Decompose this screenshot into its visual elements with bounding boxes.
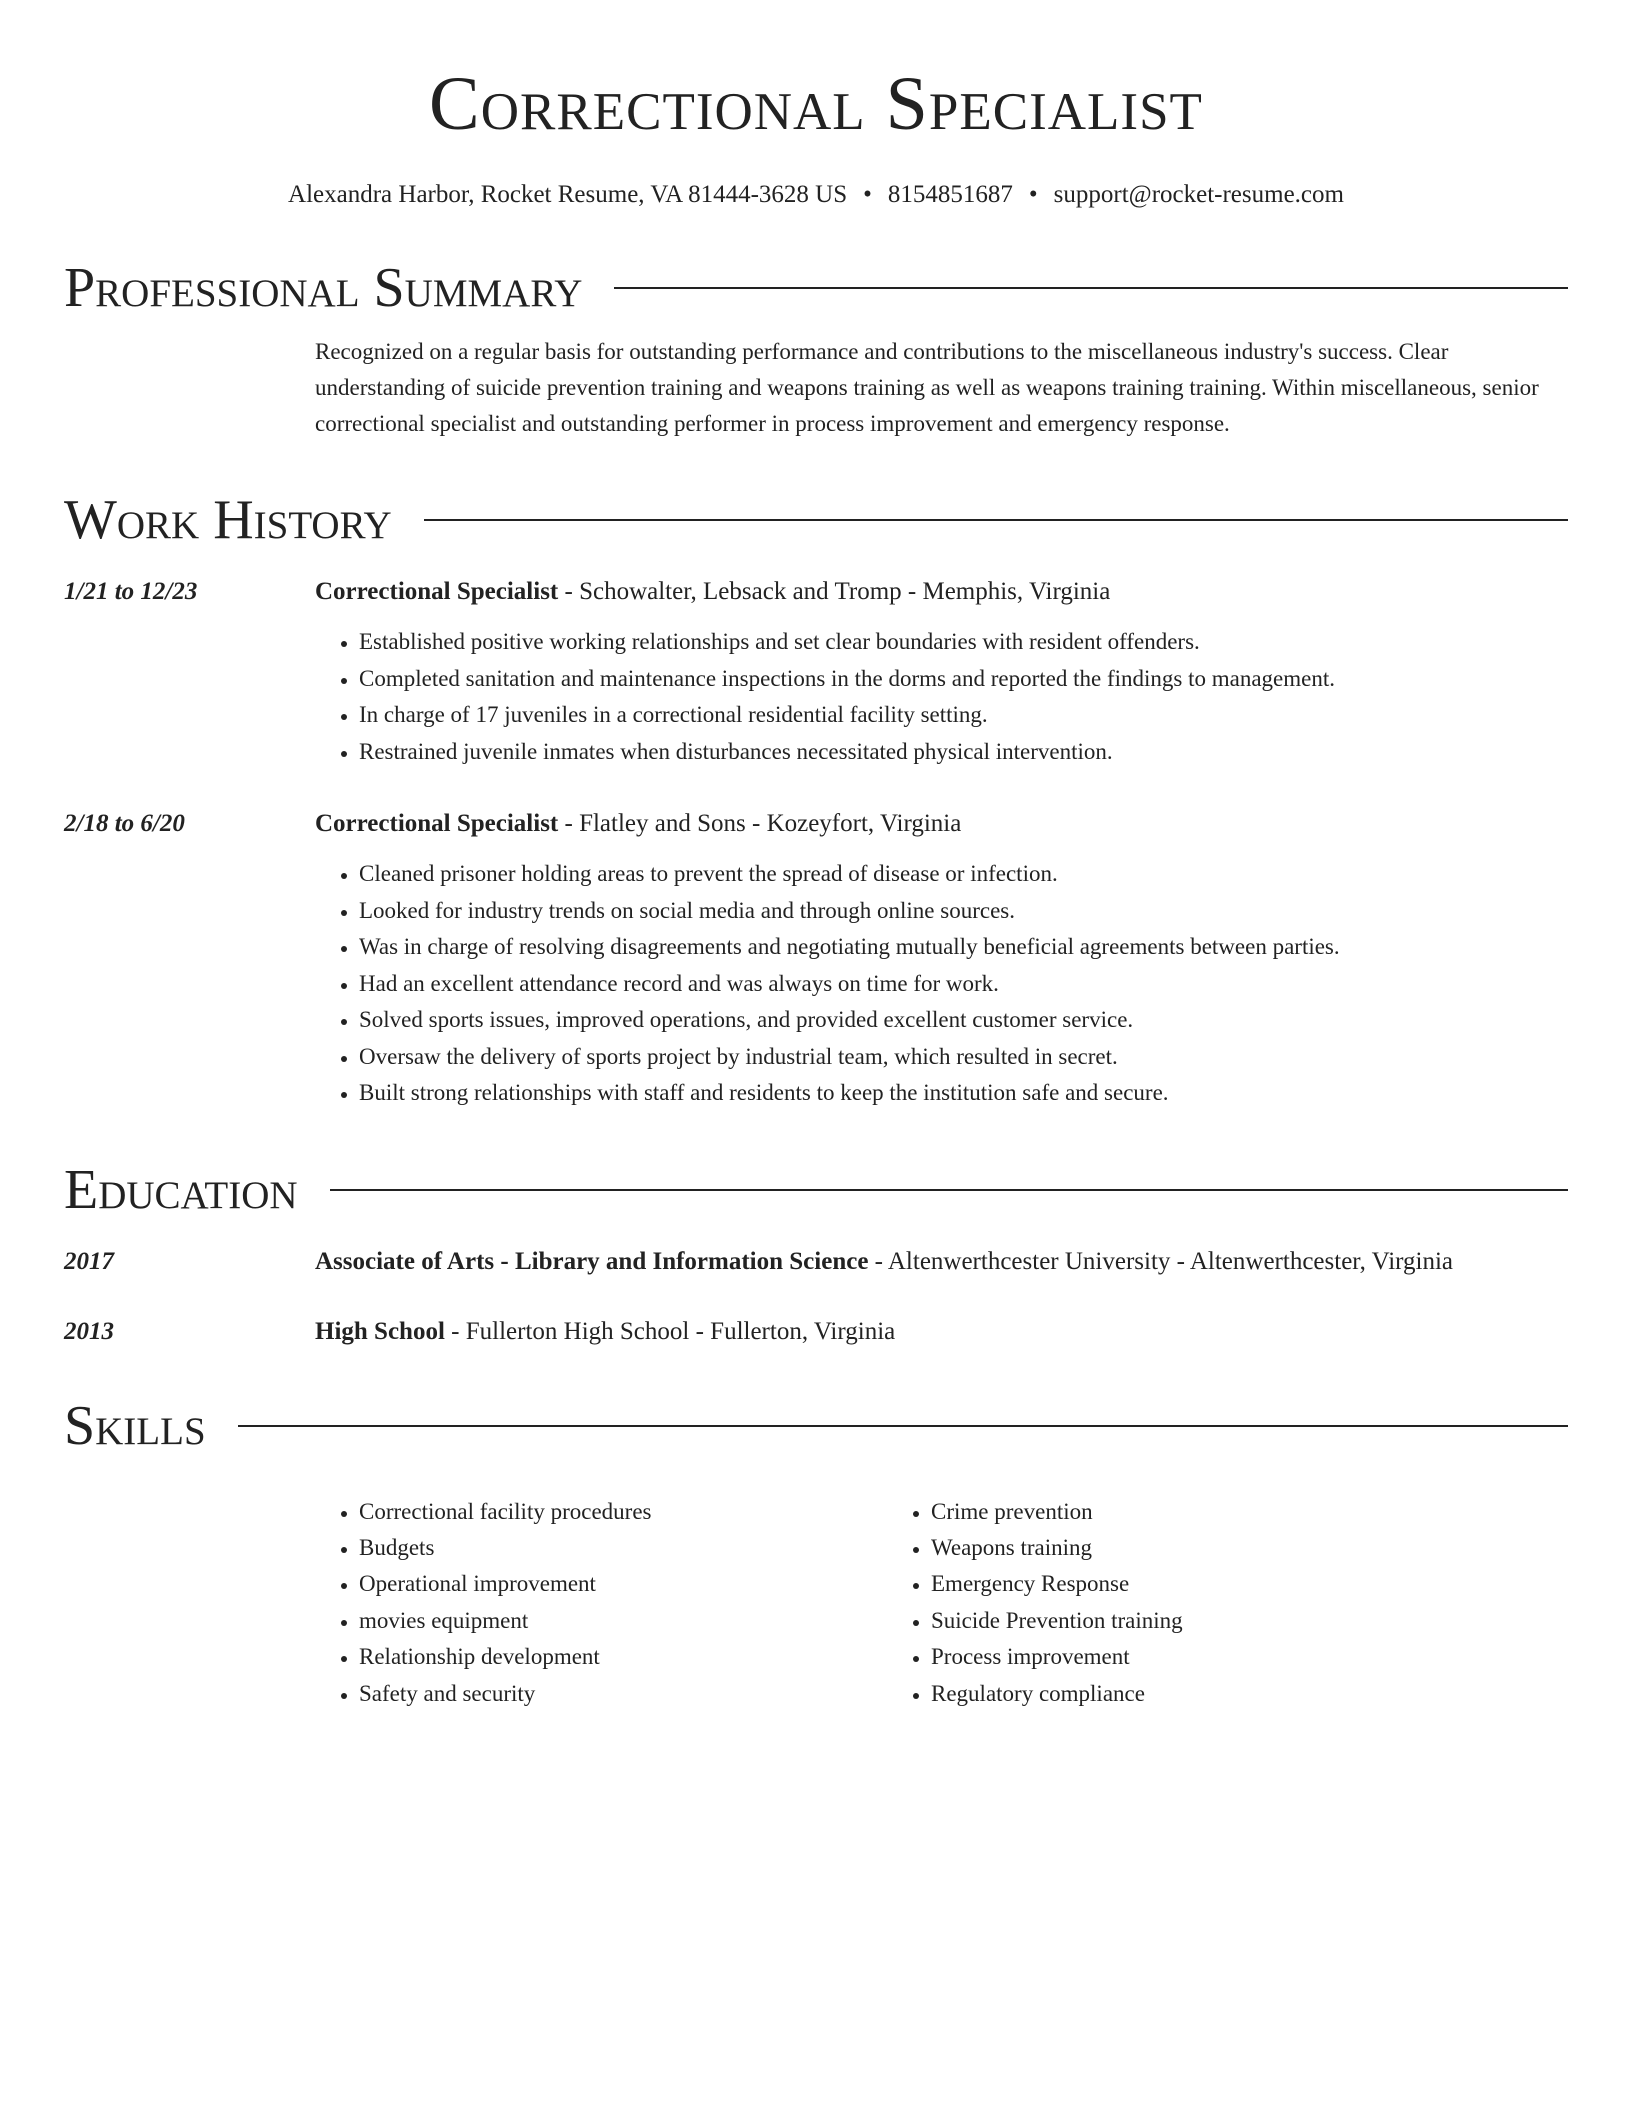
summary-section-header bbox=[64, 258, 1568, 318]
contact-line bbox=[64, 180, 1568, 210]
section-divider bbox=[238, 1425, 1568, 1427]
candidate-title: Correctional Specialist bbox=[429, 62, 1203, 146]
skills-grid bbox=[315, 1494, 1568, 1712]
contact-phone: 8154851687 bbox=[887, 181, 1013, 208]
list-item: • Restrained juvenile inmates when disturbances necessitated physical intervention. bbox=[359, 734, 1568, 771]
list-item: • Established positive working relationships and set clear boundaries with resident offenders. bbox=[359, 624, 1568, 661]
contact-address: Alexandra Harbor, Rocket Resume, VA 81444-3628 US bbox=[288, 181, 848, 208]
education-degree: High School bbox=[315, 1317, 445, 1345]
skill-item: • Relationship development bbox=[359, 1639, 887, 1675]
job-entry bbox=[64, 808, 1568, 1112]
list-item: • Was in charge of resolving disagreements and negotiating mutually beneficial agreements between parties. bbox=[359, 929, 1568, 966]
section-divider bbox=[330, 1189, 1568, 1191]
skills-column-left bbox=[315, 1494, 887, 1712]
job-role: Correctional Specialist bbox=[315, 810, 559, 837]
skills-section-header bbox=[64, 1396, 1568, 1456]
job-dates: 2/18 to 6/20 bbox=[64, 810, 185, 837]
list-item: • Solved sports issues, improved operations, and provided excellent customer service. bbox=[359, 1002, 1568, 1039]
contact-separator: • bbox=[863, 181, 872, 208]
skill-item: • Process improvement bbox=[931, 1639, 1568, 1675]
contact-email: support@rocket-resume.com bbox=[1053, 181, 1344, 208]
list-item: • Had an excellent attendance record and was always on time for work. bbox=[359, 966, 1568, 1003]
skills-column-right bbox=[887, 1494, 1568, 1712]
list-item: • Cleaned prisoner holding areas to prevent the spread of disease or infection. bbox=[359, 856, 1568, 893]
skill-item: • Crime prevention bbox=[931, 1494, 1568, 1530]
skill-item: • Weapons training bbox=[931, 1530, 1568, 1566]
skill-item: • movies equipment bbox=[359, 1603, 887, 1639]
job-heading bbox=[315, 808, 1568, 840]
education-section-header bbox=[64, 1160, 1568, 1220]
education-entry bbox=[64, 1246, 1568, 1278]
job-details: - Flatley and Sons - Kozeyfort, Virginia bbox=[558, 810, 962, 837]
education-entry bbox=[64, 1316, 1568, 1348]
education-details: - Altenwerthcester University - Altenwerthcester, Virginia bbox=[868, 1247, 1454, 1275]
education-year: 2017 bbox=[64, 1247, 114, 1275]
job-entry bbox=[64, 576, 1568, 770]
job-body bbox=[315, 576, 1568, 770]
contact-separator: • bbox=[1028, 181, 1038, 208]
summary-section-title: Professional Summary bbox=[64, 257, 583, 319]
education-year: 2013 bbox=[64, 1317, 114, 1345]
job-body bbox=[315, 808, 1568, 1112]
work-section-header bbox=[64, 490, 1568, 550]
education-body bbox=[315, 1316, 1568, 1348]
education-section-title: Education bbox=[64, 1158, 298, 1221]
list-item: • Built strong relationships with staff and residents to keep the institution safe and secure. bbox=[359, 1075, 1568, 1112]
skill-item: • Regulatory compliance bbox=[931, 1676, 1568, 1712]
list-item: • Completed sanitation and maintenance inspections in the dorms and reported the findings to management. bbox=[359, 661, 1568, 698]
skill-item: • Operational improvement bbox=[359, 1566, 887, 1602]
summary-text: Recognized on a regular basis for outstanding performance and contributions to the miscellaneous industry's success. Clear understanding of suicide prevention training and weapons training as well as weapons training training. Within miscellaneous, senior correctional specialist and outstanding performer in process improvement and emergency response. bbox=[315, 339, 1539, 436]
list-item: • In charge of 17 juveniles in a correctional residential facility setting. bbox=[359, 697, 1568, 734]
education-body bbox=[315, 1246, 1568, 1278]
skill-item: • Budgets bbox=[359, 1530, 887, 1566]
job-dates: 1/21 to 12/23 bbox=[64, 578, 198, 605]
education-degree: Associate of Arts - Library and Information Science bbox=[315, 1247, 869, 1275]
skill-item: • Emergency Response bbox=[931, 1566, 1568, 1602]
skill-item: • Correctional facility procedures bbox=[359, 1494, 887, 1530]
section-divider bbox=[614, 287, 1568, 289]
skill-item: • Safety and security bbox=[359, 1676, 887, 1712]
work-section-title: Work History bbox=[64, 489, 392, 551]
list-item: • Looked for industry trends on social media and through online sources. bbox=[359, 893, 1568, 930]
list-item: • Oversaw the delivery of sports project by industrial team, which resulted in secret. bbox=[359, 1039, 1568, 1076]
job-role: Correctional Specialist bbox=[315, 578, 559, 605]
skill-item: • Suicide Prevention training bbox=[931, 1603, 1568, 1639]
job-bullets bbox=[315, 624, 1568, 770]
job-details: - Schowalter, Lebsack and Tromp - Memphis, Virginia bbox=[558, 578, 1111, 605]
education-details: - Fullerton High School - Fullerton, Virginia bbox=[444, 1317, 896, 1345]
job-bullets bbox=[315, 856, 1568, 1112]
job-heading bbox=[315, 576, 1568, 608]
skills-section-title: Skills bbox=[64, 1394, 206, 1457]
section-divider bbox=[424, 519, 1568, 521]
